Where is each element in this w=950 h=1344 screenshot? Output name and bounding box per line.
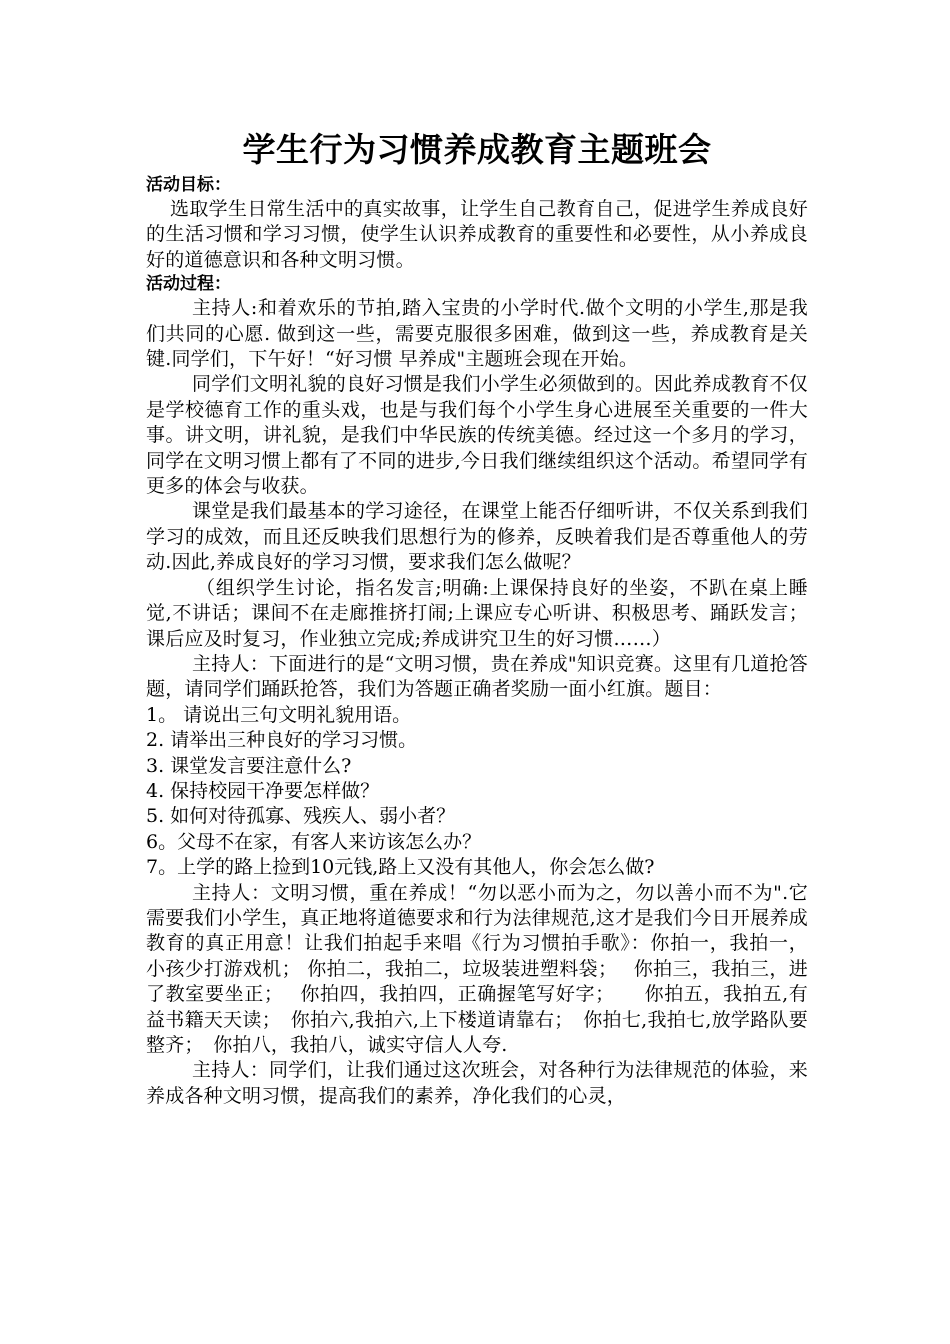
document-page [146, 128, 808, 1109]
document-title: 学生行为习惯养成教育主题班会 [242, 130, 712, 169]
body-paragraph: 主持人：下面进行的是“文明习惯，贵在养成"知识竞赛。这里有几道抢答题，请同学们踊跃抢答，我们为答题正确者奖励一面小红旗。题目： [146, 652, 808, 701]
process-heading: 活动过程： [146, 274, 231, 295]
goal-heading: 活动目标： [146, 175, 231, 195]
question-item: 1。 请说出三句文明礼貌用语。 [146, 703, 412, 726]
body-paragraph: 主持人:和着欢乐的节拍,踏入宝贵的小学时代.做个文明的小学生,那是我们共同的心愿. 做到这一些，需要克服很多困难，做到这一些，养成教育是关键.同学们，下午好！“好习惯 早养成"主题班会现在开始。 [146, 297, 808, 371]
question-item: 6。父母不在家，有客人来访该怎么办？ [146, 830, 482, 853]
question-item: 7。上学的路上捡到10元钱,路上又没有其他人，你会怎么做? [146, 856, 655, 879]
question-item: 4. 保持校园干净要怎样做？ [146, 779, 380, 802]
question-item: 2. 请举出三种良好的学习习惯。 [146, 729, 418, 752]
question-list [146, 703, 808, 881]
body-paragraph: 同学们文明礼貌的良好习惯是我们小学生必须做到的。因此养成教育不仅是学校德育工作的重头戏，也是与我们每个小学生身心进展至关重要的一件大事。讲文明，讲礼貌，是我们中华民族的传统美德。经过这一个多月的学习，同学在文明习惯上都有了不同的进步,今日我们继续组织这个活动。希望同学有更多的体会与收获。 [146, 373, 808, 498]
body-paragraph: （组织学生讨论，指名发言;明确:上课保持良好的坐姿，不趴在桌上睡觉,不讲话；课间不在走廊推挤打闹;上课应专心听讲、积极思考、踊跃发言；课后应及时复习，作业独立完成;养成讲究卫生的好习惯……） [146, 576, 808, 650]
goal-paragraph: 选取学生日常生活中的真实故事，让学生自己教育自己，促进学生养成良好的生活习惯和学习习惯，使学生认识养成教育的重要性和必要性，从小养成良好的道德意识和各种文明习惯。 [146, 198, 808, 271]
question-item: 3. 课堂发言要注意什么? [146, 754, 352, 777]
question-item: 5. 如何对待孤寡、残疾人、弱小者？ [146, 805, 456, 828]
body-paragraph: 课堂是我们最基本的学习途径，在课堂上能否仔细听讲，不仅关系到我们学习的成效，而且还反映我们思想行为的修养，反映着我们是否尊重他人的劳动.因此,养成良好的学习习惯，要求我们怎么做呢？ [146, 500, 808, 574]
body-paragraph: 主持人：文明习惯，重在养成！“勿以恶小而为之，勿以善小而不为".它需要我们小学生，真正地将道德要求和行为法律规范,这才是我们今日开展养成教育的真正用意！让我们拍起手来唱《行为习惯拍手歌》：你拍一，我拍一，小孩少打游戏机； 你拍二，我拍二，垃圾装进塑料袋； 你拍三，我拍三，进了教室要坐正； 你拍四，我拍四，正确握笔写好字； 你拍五，我拍五,有益书籍天天读； 你拍六,我拍六,上下楼道请靠右； 你拍七,我拍七,放学路队要整齐； 你拍八，我拍八，诚实守信人人夸. [146, 881, 808, 1056]
body-paragraph: 主持人：同学们，让我们通过这次班会，对各种行为法律规范的体验，来养成各种文明习惯，提高我们的素养，净化我们的心灵， [146, 1059, 808, 1107]
